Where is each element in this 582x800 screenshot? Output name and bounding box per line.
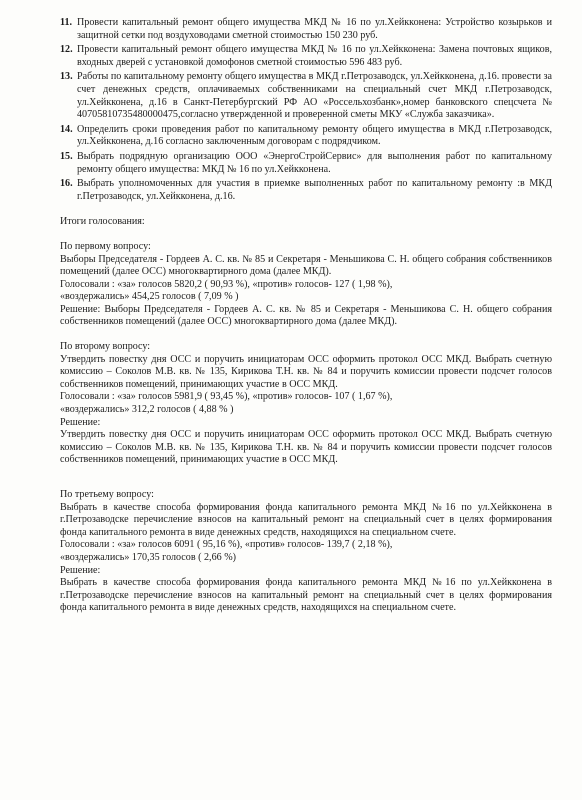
agenda-item-14 xyxy=(60,123,552,149)
question-text: Утвердить повестку дня ОСС и поручить инициаторам ОСС оформить протокол ОСС МКД. Выбрать счетную комиссию – Соколов М.В. кв. № 135, Кирикова Т.Н. кв. № 84 и поручить комиссии провести подсчет голосов собственников помещений, принимающих участие в ОСС МКД. xyxy=(60,353,552,390)
decision-text: Решение: Выборы Председателя - Гордеев А. С. кв. № 85 и Секретаря - Меньшикова С. Н. общего собрания собственников помещений (далее ОСС) многоквартирного дома (далее МКД). xyxy=(60,303,552,328)
decision-label: Решение: xyxy=(60,564,101,576)
decision-label: Решение: xyxy=(60,416,101,428)
agenda-item-15 xyxy=(60,150,552,176)
question-2-section xyxy=(60,341,552,467)
question-text: Выбрать в качестве способа формирования фонда капитального ремонта МКД №16 по ул.Хейкконена в г.Петрозаводске перечисление взносов на капитальный ремонт на специальный счет в целях формирования фонда капитального ремонта в виде денежных средств, находящихся на специальном счете. xyxy=(60,501,552,538)
item-text: Определить сроки проведения работ по капитальному ремонту общего имущества в МКД г.Петрозаводск, ул.Хейкконена, д.16 согласно заключенным договорам с подрядчиком. xyxy=(77,123,552,148)
agenda-list xyxy=(60,17,552,203)
agenda-item-13 xyxy=(60,71,552,121)
votes-line: Голосовали : «за» голосов 6091 ( 95,16 %), «против» голосов- 139,7 ( 2,18 %), xyxy=(60,539,393,551)
item-number: 15. xyxy=(60,150,73,162)
item-text: Выбрать уполномоченных для участия в приемке выполненных работ по капитальному ремонту :в МКД г.Петрозаводск, ул.Хейкконена, д.16. xyxy=(77,178,552,202)
question-heading: По третьему вопросу: xyxy=(60,489,154,500)
agenda-item-16 xyxy=(60,178,552,203)
votes-line: «воздержались» 312,2 голосов ( 4,88 % ) xyxy=(60,404,234,416)
votes-line: «воздержались» 454,25 голосов ( 7,09 % ) xyxy=(60,291,239,303)
item-text: Провести капитальный ремонт общего имущества МКД № 16 по ул.Хейкконена: Замена почтовых ящиков, входных дверей с установкой домофонов сметной стоимостью 596 483 руб. xyxy=(77,44,552,68)
question-1-section xyxy=(60,241,552,329)
item-number: 11. xyxy=(60,17,73,28)
votes-line: Голосовали : «за» голосов 5981,9 ( 93,45 %), «против» голосов- 107 ( 1,67 %), xyxy=(60,391,393,403)
question-3-section xyxy=(60,489,552,615)
question-heading: По первому вопросу: xyxy=(60,240,151,252)
agenda-item-11 xyxy=(60,17,552,42)
item-number: 16. xyxy=(60,178,73,190)
results-heading: Итоги голосования: xyxy=(60,216,145,228)
item-number: 13. xyxy=(60,71,73,83)
question-heading: По второму вопросу: xyxy=(60,341,151,353)
votes-line: Голосовали : «за» голосов 5820,2 ( 90,93 %), «против» голосов- 127 ( 1,98 %), xyxy=(60,278,393,290)
agenda-item-12 xyxy=(60,44,552,69)
decision-text: Утвердить повестку дня ОСС и поручить инициаторам ОСС оформить протокол ОСС МКД. Выбрать счетную комиссию – Соколов М.В. кв. № 135, Кирикова Т.Н. кв. № 84 и поручить комиссии провести подсчет голосов собственников помещений, принимающих участие в ОСС МКД. xyxy=(60,429,552,466)
item-text: Выбрать подрядную организацию ООО «ЭнергоСтройСервис» для выполнения работ по капитальному ремонту общего имущества: МКД № 16 по ул.Хейкконена. xyxy=(77,150,552,175)
item-text: Работы по капитальному ремонту общего имущества в МКД г.Петрозаводск, ул.Хейкконена, д.16. провести за счет денежных средств, оплачиваемых собственниками на специальный счет МКД г.Петрозаводск, ул.Хейкконена, д.16 в Санкт-Петербургский РФ АО «Россельхозбанк»,номер банковского спецсчета № 40705810735480000475,согласно утвержденной и проверенной сметы МКУ «Служба заказчика». xyxy=(77,71,552,121)
item-text: Провести капитальный ремонт общего имущества МКД № 16 по ул.Хейкконена: Устройство козырьков и защитной сетки под воздуховодами сметной стоимостью 150 230 руб. xyxy=(77,17,552,41)
votes-line: «воздержались» 170,35 голосов ( 2,66 %) xyxy=(60,551,236,563)
question-text: Выборы Председателя - Гордеев А. С. кв. № 85 и Секретаря - Меньшикова С. Н. общего собрания собственников помещений (далее ОСС) многоквартирного дома (далее МКД). xyxy=(60,253,552,278)
item-number: 12. xyxy=(60,44,73,56)
item-number: 14. xyxy=(60,123,73,135)
decision-text: Выбрать в качестве способа формирования фонда капитального ремонта МКД №16 по ул.Хейкконена в г.Петрозаводске перечисление взносов на капитальный ремонт на специальный счет в целях формирования фонда капитального ремонта в виде денежных средств, находящихся на специальном счете. xyxy=(60,577,552,614)
